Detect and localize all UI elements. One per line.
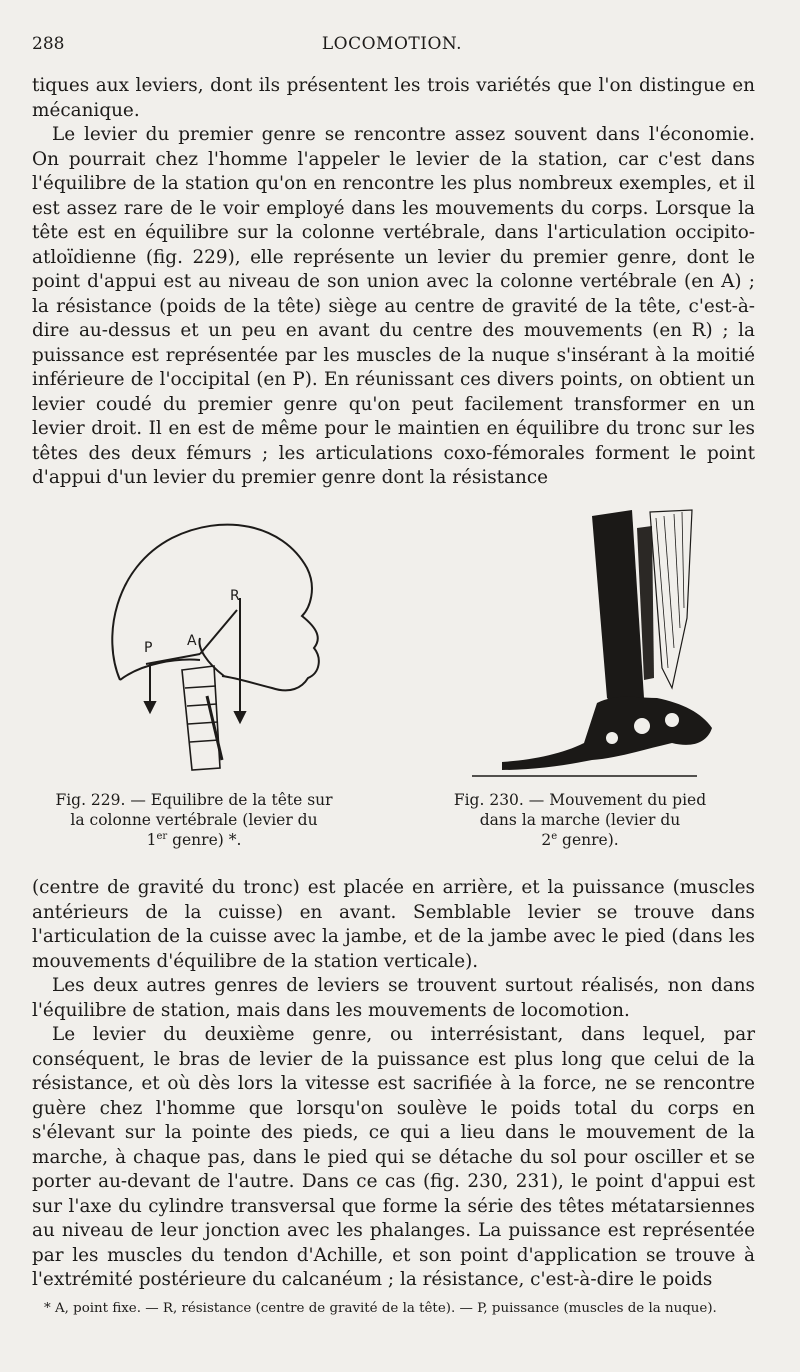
foot-bones: [502, 697, 712, 770]
calf-muscles: [650, 510, 692, 688]
paragraph-deuxieme-genre: Le levier du deuxième genre, ou interrésistant, dans lequel, par conséquent, le bras de levier de la puissance est plus long que celui de la résistance, et où dès lors la vitesse est sacrifiée à la force, ne se rencontre guère chez l'homme que lorsqu'on soulève le poids total du corps en s'élevant sur la pointe des pieds, ce qui a lieu dans le mouvement de la marche, à chaque pas, dans le pied qui se détache du sol pour osciller et se porter au-devant de l'autre. Dans ce cas (fig. 230, 231), le point d'appui est sur l'axe du cylindre transversal que forme la série des têtes métatarsiennes au niveau de leur jonction avec les phalanges. La puissance est représentée par les muscles du tendon d'Achille, et son point d'application se trouve à l'extrémité postérieure du calcanéum ; la résistance, c'est-à-dire le poids: [32, 1024, 755, 1290]
fig229-caption: Fig. 229. — Equilibre de la tête sur la colonne vertébrale (levier du 1er genre) *.: [55, 791, 333, 849]
figures-area: [32, 498, 755, 798]
lever-line-ar: [200, 610, 237, 654]
page-number: 288: [32, 34, 65, 54]
paragraph-autres-genres: Les deux autres genres de leviers se trouvent surtout réalisés, non dans l'équilibre de station, mais dans les mouvements de locomotion.: [32, 975, 755, 1021]
label-a: A: [187, 633, 197, 649]
arrow-r-head: [235, 712, 245, 722]
fig230-caption: Fig. 230. — Mouvement du pied dans la marche (levier du 2e genre).: [453, 791, 707, 849]
paragraph-continued-2: (centre de gravité du tronc) est placée en arrière, et la puissance (muscles antérieurs de la cuisse) en avant. Semblable levier se trouve dans l'articulation de la cuisse avec la jambe, et de la jambe avec le pied (dans les mouvements d'équilibre de la station verticale).: [32, 877, 755, 972]
label-r: R: [230, 588, 240, 604]
vertebral-column: [182, 666, 220, 770]
top-text: [32, 74, 755, 491]
running-title: LOCOMOTION.: [321, 34, 463, 54]
tibia-bone: [592, 510, 644, 713]
jaw-line: [199, 638, 224, 676]
skull-outline: [112, 525, 319, 691]
footnote: * A, point fixe. — R, résistance (centre de gravité de la tête). — P, puissance (muscles de la nuque).: [44, 1301, 717, 1316]
paragraph-continued: tiques aux leviers, dont ils présentent les trois variétés que l'on distingue en mécanique.: [32, 75, 755, 121]
arrow-p-head: [145, 702, 155, 712]
paragraph-premier-genre: Le levier du premier genre se rencontre assez souvent dans l'économie. On pourrait chez l'homme l'appeler le levier de la station, car c'est dans l'équilibre de la station qu'on en rencontre les plus nombreux exemples, et il est assez rare de le voir employé dans les mouvements du corps. Lorsque la tête est en équilibre sur la colonne vertébrale, dans l'articulation occipito-atloïdienne (fig. 229), elle représente un levier du premier genre, dont le point d'appui est au niveau de son union avec la colonne vertébrale (en A) ; la résistance (poids de la tête) siège au centre de gravité de la tête, c'est-à-dire au-dessus et un peu en avant du centre des mouvements (en R) ; la puissance est représentée par les muscles de la nuque s'insérant à la moitié inférieure de l'occipital (en P). En réunissant ces divers points, on obtient un levier coudé du premier genre qu'on peut facilement transformer en un levier droit. Il en est de même pour le maintien en équilibre du tronc sur les têtes des deux fémurs ; les articulations coxo-fémorales forment le point d'appui d'un levier du premier genre dont la résistance: [32, 124, 755, 488]
page-header: [32, 34, 752, 60]
bottom-text: [32, 876, 755, 1293]
label-p: P: [144, 640, 153, 656]
fig230-illustration: [472, 510, 712, 776]
